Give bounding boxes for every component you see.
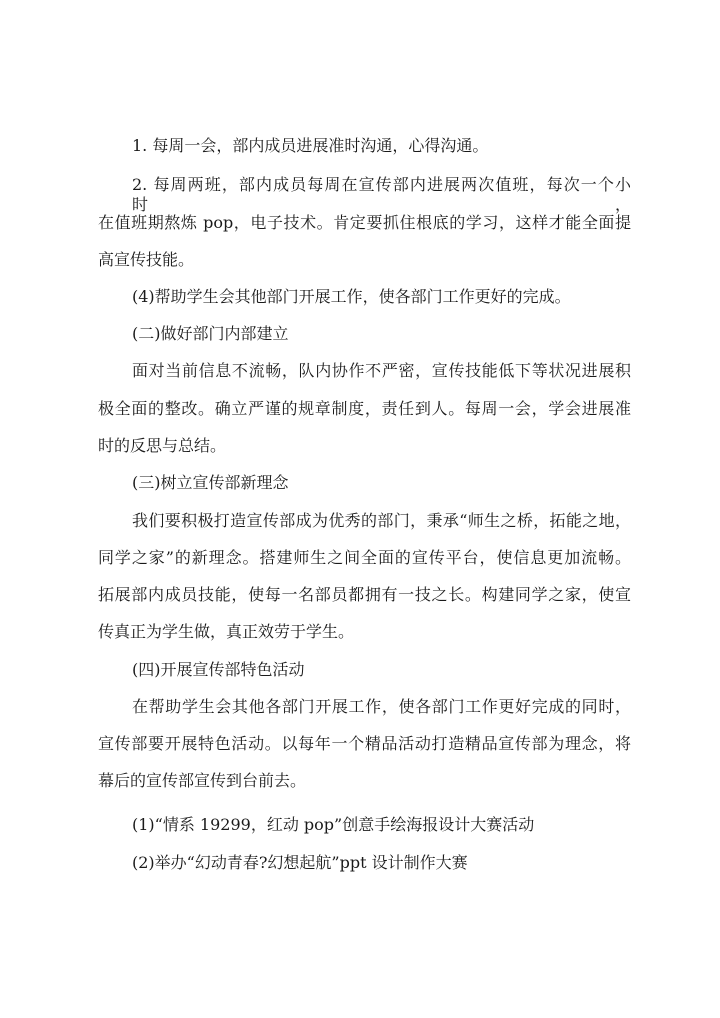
paragraph-line: 宣传部要开展特色活动。以每年一个精品活动打造精品宣传部为理念，将 [98,734,631,753]
paragraph-line: 传真正为学生做，真正效劳于学生。 [98,622,355,641]
list-item-duty-shifts: 2. 每周两班，部内成员每周在宣传部内进展两次值班，每次一个小时， [132,175,631,214]
section-heading-new-concept: (三)树立宣传部新理念 [132,473,289,492]
paragraph-line: 同学之家”的新理念。搭建师生之间全面的宣传平台，使信息更加流畅。 [98,548,631,567]
section-heading-special-activities: (四)开展宣传部特色活动 [132,660,305,679]
paragraph-line: 拓展部内成员技能，使每一名部员都拥有一技之长。构建同学之家，使宣 [98,585,631,604]
paragraph-line: 极全面的整改。确立严谨的规章制度，责任到人。每周一会，学会进展准 [98,399,631,418]
paragraph-line: 高宣传技能。 [98,250,195,269]
paragraph-line: 面对当前信息不流畅，队内协作不严密，宣传技能低下等状况进展积 [132,361,631,380]
paragraph-line: 时的反思与总结。 [98,436,227,455]
paragraph-line: 幕后的宣传部宣传到台前去。 [98,771,307,790]
list-item-help-departments: (4)帮助学生会其他部门开展工作，使各部门工作更好的完成。 [132,287,571,306]
paragraph-line: 我们要积极打造宣传部成为优秀的部门，秉承“师生之桥，拓能之地， [132,511,631,530]
list-item-poster-contest: (1)“情系 19299，红动 pop”创意手绘海报设计大赛活动 [132,815,535,834]
list-item-ppt-contest: (2)举办“幻动青春?幻想起航”ppt 设计制作大赛 [132,853,468,872]
list-item-weekly-meeting: 1. 每周一会，部内成员进展准时沟通，心得沟通。 [132,136,489,155]
paragraph-line: 在帮助学生会其他各部门开展工作，使各部门工作更好完成的同时， [132,697,631,716]
paragraph-line: 在值班期熬炼 pop，电子技术。肯定要抓住根底的学习，这样才能全面提 [98,213,631,232]
section-heading-internal-building: (二)做好部门内部建立 [132,324,289,343]
